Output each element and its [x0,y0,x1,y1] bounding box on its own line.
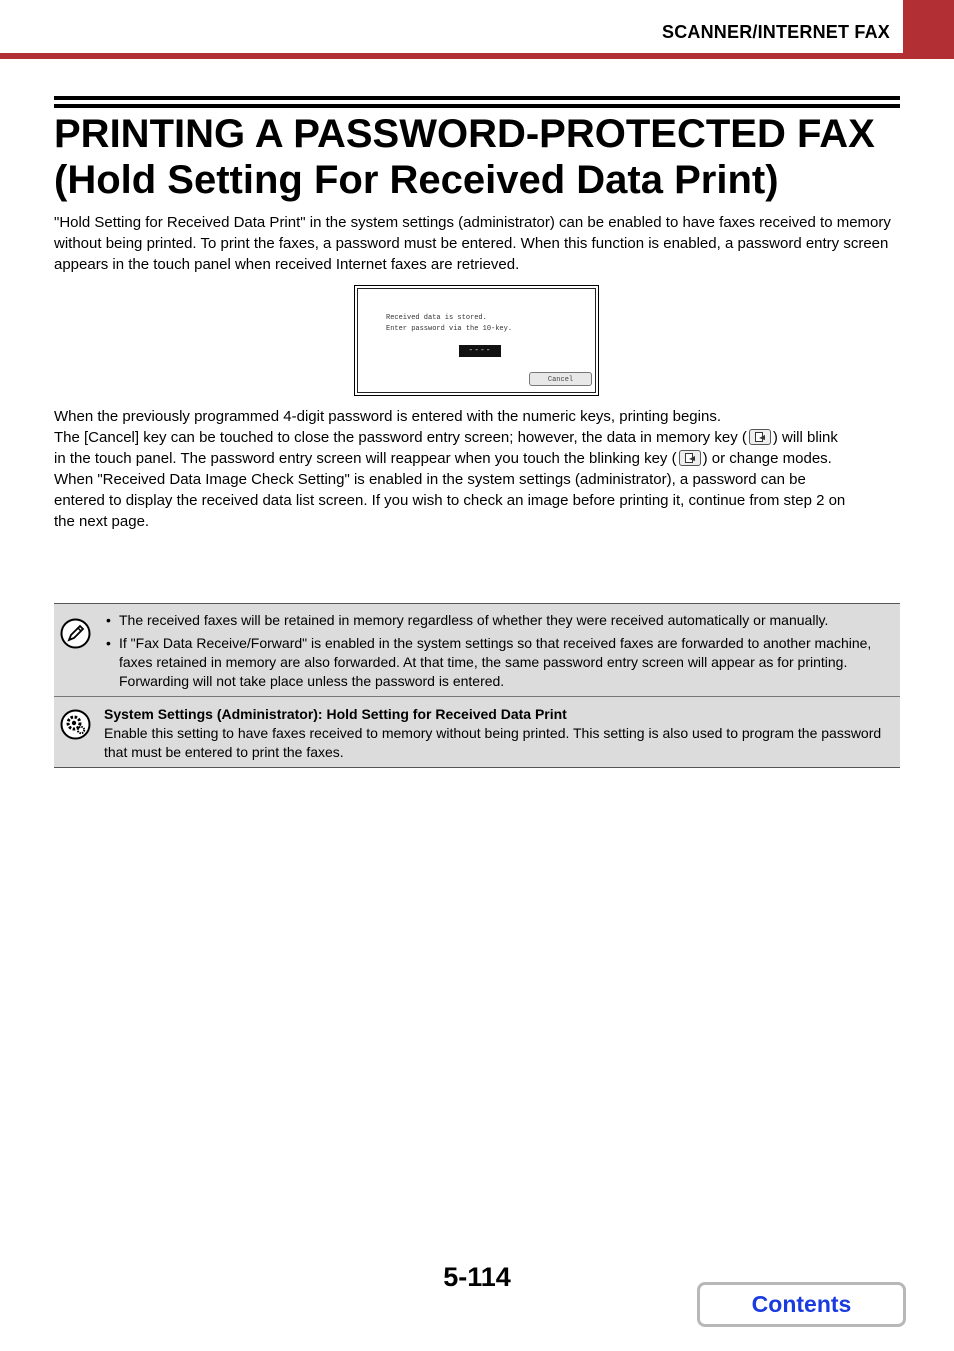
body-line: When the previously programmed 4-digit password is entered with the numeric keys, printing begins. [54,408,721,425]
title-rule-top [54,96,900,100]
body-paragraph [54,406,904,532]
section-title: SCANNER/INTERNET FAX [661,22,890,42]
note-bullet: • If "Fax Data Receive/Forward" is enabled in the system settings so that received faxes are forwarded to another machine, faxes retained in memory are also forwarded. At that time, the same password entry screen will appear as for printing. Forwarding will not take place unless the password is entered. [106,634,896,691]
system-settings-description: Enable this setting to have faxes received to memory without being printed. This setting is also used to program the password that must be entered to print the faxes. [104,725,882,760]
notes-box [54,603,900,768]
touch-panel-message [386,313,512,335]
header-accent-block [903,0,954,54]
cancel-button[interactable]: Cancel [529,372,592,386]
note-bullets [106,611,896,695]
system-settings-heading: System Settings (Administrator): Hold Setting for Received Data Print [104,706,567,722]
touch-panel-message-line1: Received data is stored. [386,314,487,322]
body-line: the next page. [54,513,150,530]
blinking-key-icon [679,450,701,466]
data-in-memory-key-icon [749,429,771,445]
touch-panel-frame [357,288,596,393]
system-settings-row [54,697,900,767]
intro-paragraph: "Hold Setting for Received Data Print" in the system settings (administrator) can be enabled to have faxes received to memory without being printed. To print the faxes, a password must be entered. When this function is enabled, a password entry screen appears in the touch panel when received Internet faxes are retrieved. [54,214,891,273]
touch-panel-message-line2: Enter password via the 10-key. [386,325,513,333]
body-line: When "Received Data Image Check Setting" is enabled in the system settings (administrator), a password can be [54,471,806,488]
note-bullet: • The received faxes will be retained in memory regardless of whether they were received automatically or manually. [106,611,896,630]
header-rule [0,53,954,59]
gear-settings-icon [60,709,91,740]
touch-panel-screenshot [354,285,599,396]
password-field[interactable]: ---- [459,345,501,357]
title-rule-bottom [54,104,900,108]
body-line: entered to display the received data list screen. If you wish to check an image before printing it, continue from step 2 on [54,492,846,509]
page-title [54,111,914,203]
body-line-part: in the touch panel. The password entry screen will reappear when you touch the blinking key ( [54,450,677,467]
body-line-part: ) will blink [772,429,838,446]
page-title-line2: (Hold Setting For Received Data Print) [54,158,779,202]
page-number: 5-114 [443,1262,511,1292]
page-title-line1: PRINTING A PASSWORD-PROTECTED FAX [54,112,875,156]
system-settings-text [104,705,894,762]
note-row [54,604,900,697]
body-line [54,448,904,469]
pencil-note-icon [60,618,91,649]
body-line-part: ) or change modes. [702,450,832,467]
body-line [54,427,904,448]
contents-button[interactable]: Contents [697,1282,906,1327]
body-line-part: The [Cancel] key can be touched to close the password entry screen; however, the data in memory key ( [54,429,747,446]
